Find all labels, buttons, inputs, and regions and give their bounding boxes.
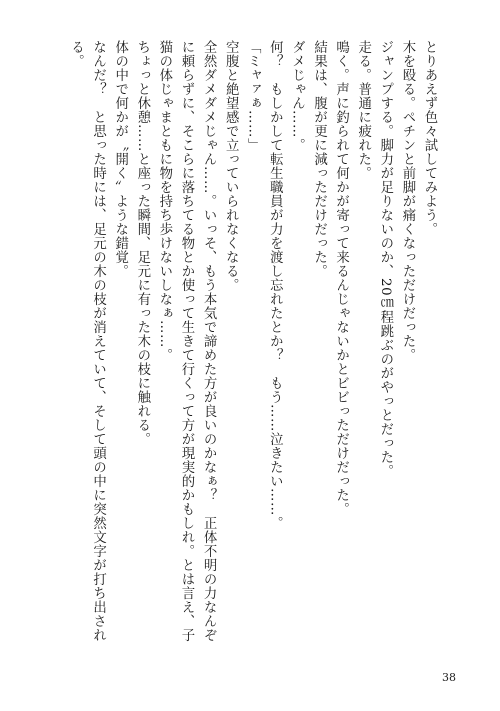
text-line: に頼らずに、そこらに落ちてる物とか使って生きて行くって方が現実的かもしれ。とは言え、子 — [178, 40, 194, 642]
text-line: 空腹と絶望感で立っていられなくなる。 — [223, 40, 239, 292]
text-line: 結果は、腹が更に減っただけだった。 — [311, 40, 327, 278]
text-line: ジャンプする。脚力が足りないのか、20㎝程跳ぶのがやっとだった。 — [377, 40, 393, 479]
text-line: ちょっと休憩……と座った瞬間、足元に有った木の枝に触れる。 — [134, 40, 150, 446]
text-line: る。 — [68, 40, 84, 68]
text-line: とりあえず色々試してみよう。 — [422, 40, 437, 236]
text-line: 木を殴る。ペチンと前脚が痛くなっただけだった。 — [399, 40, 415, 362]
text-line: 鳴く。声に釣られて何かが寄って来るんじゃないかとビビっただけだった。 — [333, 40, 349, 516]
page-number: 38 — [442, 671, 456, 684]
text-line: 走る。普通に疲れた。 — [355, 40, 371, 180]
text-line: 「ミャァぁ……」 — [245, 40, 261, 152]
text-line: なんだ？ と思った時には、足元の木の枝が消えていて、そして頭の中に突然文字が打ち出され — [90, 40, 106, 642]
text-line: 何？ もしかして転生職員が力を渡し忘れたとか？ もう……泣きたい……。 — [267, 40, 283, 530]
text-line: 体の中で何かが〝開く〟ような錯覚。 — [112, 40, 128, 278]
vertical-text-body — [58, 40, 440, 670]
text-line: ダメじゃん……。 — [289, 40, 305, 152]
text-line: 全然ダメダメじゃん……。いっそ、もう本気で諦めた方が良いのかなぁ？ 正体不明の力なんぞ — [201, 40, 217, 642]
text-line: 猫の体じゃまともに物を持ち歩けないしなぁ……。 — [156, 40, 172, 362]
